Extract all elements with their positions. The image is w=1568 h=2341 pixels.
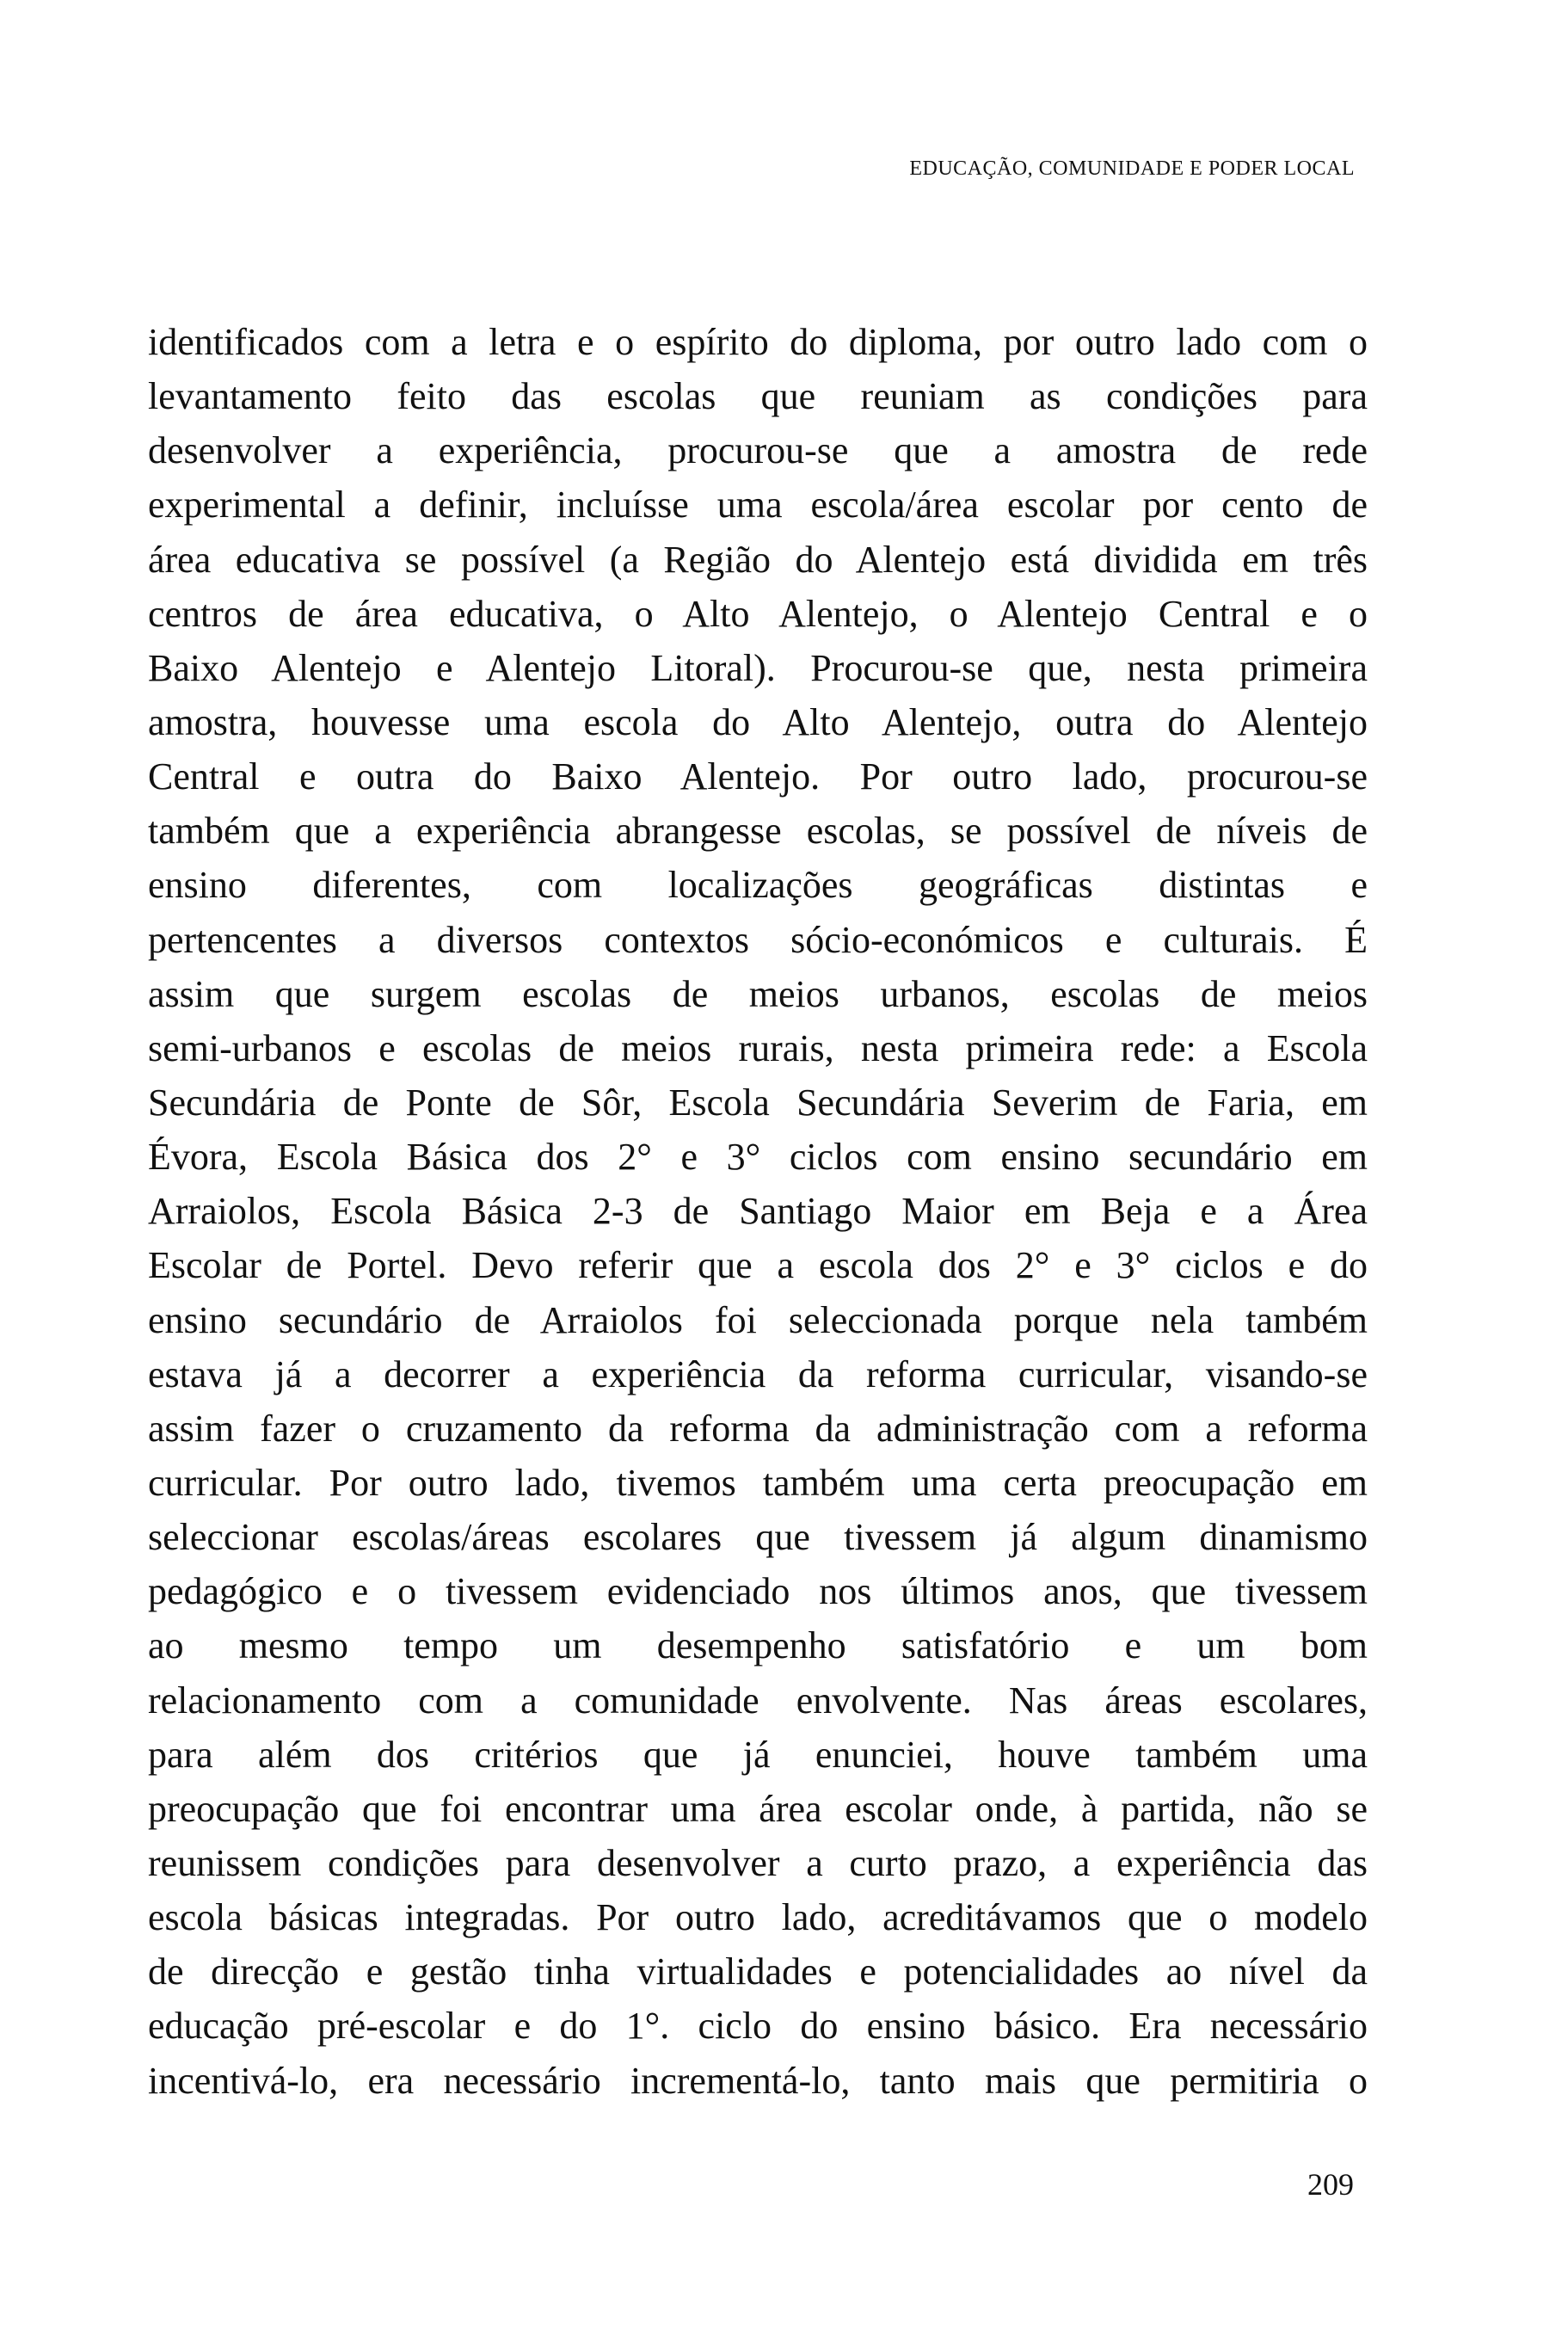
text-line: curricular. Por outro lado, tivemos também uma certa preocupação em (148, 1461, 1368, 1504)
text-line: Baixo Alentejo e Alentejo Litoral). Procurou-se que, nesta primeira (148, 646, 1368, 689)
text-line: de direcção e gestão tinha virtualidades e potencialidades ao nível da (148, 1950, 1368, 1993)
text-line: área educativa se possível (a Região do Alentejo está dividida em três (148, 538, 1368, 581)
text-line: amostra, houvesse uma escola do Alto Alentejo, outra do Alentejo (148, 700, 1368, 743)
text-line: levantamento feito das escolas que reuniam as condições para (148, 375, 1368, 418)
page-number: 209 (1307, 2167, 1354, 2202)
text-line: Escolar de Portel. Devo referir que a escola dos 2° e 3° ciclos e do (148, 1244, 1368, 1287)
text-line: educação pré-escolar e do 1°. ciclo do ensino básico. Era necessário (148, 2005, 1368, 2048)
text-line: centros de área educativa, o Alto Alentejo, o Alentejo Central e o (148, 592, 1368, 635)
text-line: escola básicas integradas. Por outro lado, acreditávamos que o modelo (148, 1896, 1368, 1939)
text-line: preocupação que foi encontrar uma área escolar onde, à partida, não se (148, 1787, 1368, 1830)
text-line: estava já a decorrer a experiência da reforma curricular, visando-se (148, 1352, 1368, 1395)
text-line: ensino diferentes, com localizações geográficas distintas e (148, 864, 1368, 907)
text-line: reunissem condições para desenvolver a curto prazo, a experiência das (148, 1841, 1368, 1884)
body-text (148, 315, 1368, 2108)
text-line: também que a experiência abrangesse escolas, se possível de níveis de (148, 810, 1368, 853)
text-line: semi-urbanos e escolas de meios rurais, nesta primeira rede: a Escola (148, 1026, 1368, 1069)
text-line: para além dos critérios que já enunciei, houve também uma (148, 1733, 1368, 1776)
text-line: pedagógico e o tivessem evidenciado nos últimos anos, que tivessem (148, 1570, 1368, 1613)
text-line: identificados com a letra e o espírito do diploma, por outro lado com o (148, 321, 1368, 363)
text-line: seleccionar escolas/áreas escolares que tivessem já algum dinamismo (148, 1516, 1368, 1559)
text-line: Secundária de Ponte de Sôr, Escola Secundária Severim de Faria, em (148, 1081, 1368, 1124)
text-line: Évora, Escola Básica dos 2° e 3° ciclos com ensino secundário em (148, 1136, 1368, 1179)
text-line: assim que surgem escolas de meios urbanos, escolas de meios (148, 972, 1368, 1015)
text-line: Arraiolos, Escola Básica 2-3 de Santiago Maior em Beja e a Área (148, 1190, 1368, 1233)
text-line: Central e outra do Baixo Alentejo. Por outro lado, procurou-se (148, 755, 1368, 798)
text-line: experimental a definir, incluísse uma escola/área escolar por cento de (148, 484, 1368, 527)
text-line: assim fazer o cruzamento da reforma da administração com a reforma (148, 1407, 1368, 1450)
text-line: incentivá-lo, era necessário incrementá-lo, tanto mais que permitiria o (148, 2059, 1368, 2102)
text-line: relacionamento com a comunidade envolvente. Nas áreas escolares, (148, 1679, 1368, 1722)
text-line: ao mesmo tempo um desempenho satisfatório e um bom (148, 1624, 1368, 1667)
text-line: desenvolver a experiência, procurou-se que a amostra de rede (148, 429, 1368, 472)
text-line: pertencentes a diversos contextos sócio-económicos e culturais. É (148, 918, 1368, 961)
running-header: EDUCAÇÃO, COMUNIDADE E PODER LOCAL (909, 157, 1355, 180)
text-line: ensino secundário de Arraiolos foi seleccionada porque nela também (148, 1298, 1368, 1341)
